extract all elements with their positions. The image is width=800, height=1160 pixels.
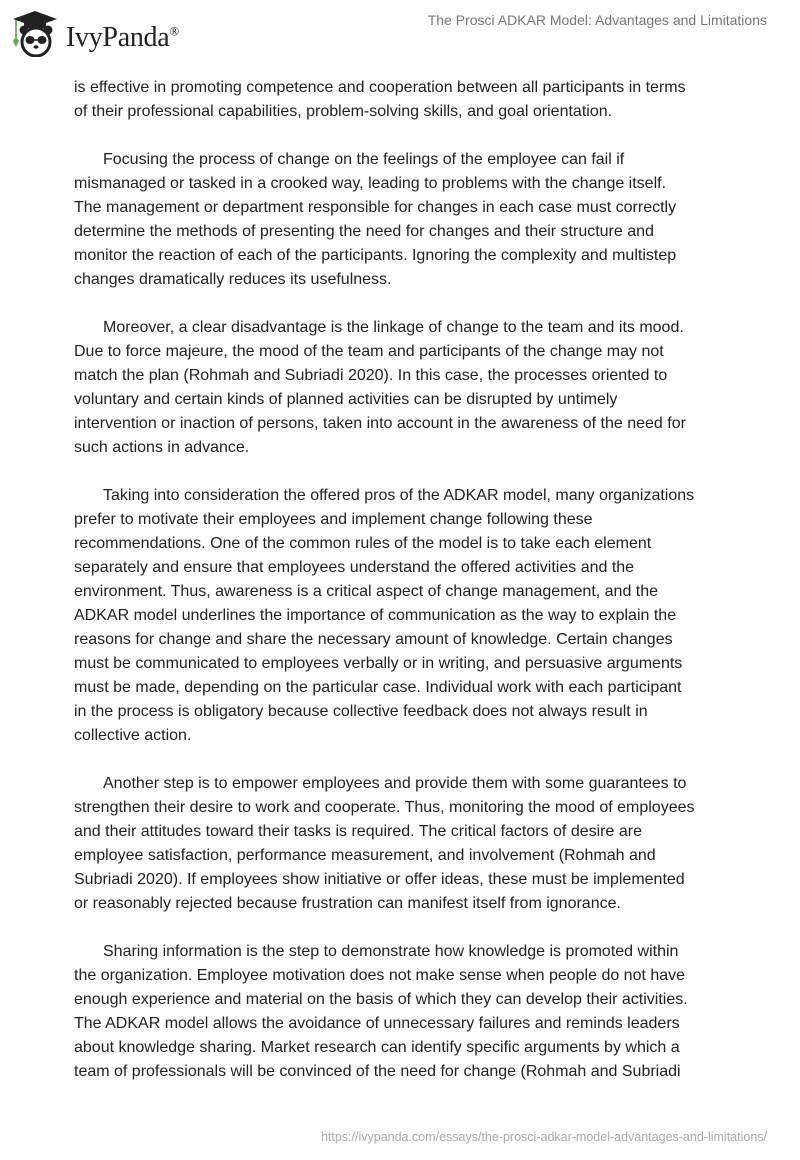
logo-text: IvyPanda bbox=[66, 22, 170, 53]
paragraph-line: separately and ensure that employees understand the offered activities and the bbox=[74, 559, 635, 576]
paragraph-line: environment. Thus, awareness is a critical aspect of change management, and the bbox=[74, 583, 659, 600]
paragraph bbox=[74, 484, 734, 748]
paragraph-line: determine the methods of presenting the need for changes and their structure and bbox=[74, 223, 654, 240]
paragraph-line: Due to force majeure, the mood of the team and participants of the change may not bbox=[74, 343, 664, 360]
paragraph-line: reasons for change and share the necessary amount of knowledge. Certain changes bbox=[74, 631, 673, 648]
paragraph-line: must be communicated to employees verbally or in writing, and persuasive arguments bbox=[74, 655, 683, 672]
paragraph-line: such actions in advance. bbox=[74, 439, 250, 456]
ivypanda-logo[interactable] bbox=[12, 9, 179, 57]
paragraph-line: and their attitudes toward their tasks is required. The critical factors of desire are bbox=[74, 823, 642, 840]
paragraph-line: about knowledge sharing. Market research can identify specific arguments by which a bbox=[74, 1039, 680, 1056]
paragraph bbox=[74, 772, 734, 916]
paragraph-line: mismanaged or tasked in a crooked way, leading to problems with the change itself. bbox=[74, 175, 667, 192]
essay-body bbox=[74, 76, 734, 1108]
paragraph bbox=[74, 940, 734, 1084]
paragraph-line: enough experience and material on the basis of which they can develop their activities. bbox=[74, 991, 688, 1008]
paragraph-line: strengthen their desire to work and cooperate. Thus, monitoring the mood of employees bbox=[74, 799, 695, 816]
paragraph-line: Subriadi 2020). If employees show initiative or offer ideas, these must be implemented bbox=[74, 871, 685, 888]
paragraph-line: of their professional capabilities, problem-solving skills, and goal orientation. bbox=[74, 103, 613, 120]
paragraph-line: voluntary and certain kinds of planned activities can be disrupted by untimely bbox=[74, 391, 618, 408]
paragraph bbox=[74, 76, 734, 124]
registered-mark: ® bbox=[169, 23, 179, 39]
paragraph-line: must be made, depending on the particular case. Individual work with each participant bbox=[74, 679, 682, 696]
paragraph-line: Taking into consideration the offered pros of the ADKAR model, many organizations bbox=[103, 487, 695, 504]
paragraph-line: the organization. Employee motivation does not make sense when people do not have bbox=[74, 967, 686, 984]
document-title: The Prosci ADKAR Model: Advantages and Limitations bbox=[427, 12, 767, 28]
paragraph-line: employee satisfaction, performance measurement, and involvement (Rohmah and bbox=[74, 847, 656, 864]
paragraph-line: Focusing the process of change on the feelings of the employee can fail if bbox=[103, 151, 625, 168]
paragraph-line: intervention or inaction of persons, taken into account in the awareness of the need for bbox=[74, 415, 686, 432]
paragraph-line: collective action. bbox=[74, 727, 192, 744]
panda-logo-icon bbox=[12, 9, 58, 57]
paragraph-line: Another step is to empower employees and provide them with some guarantees to bbox=[103, 775, 687, 792]
footer-url: https://ivypanda.com/essays/the-prosci-adkar-model-advantages-and-limitations/ bbox=[320, 1130, 767, 1144]
paragraph-line: recommendations. One of the common rules of the model is to take each element bbox=[74, 535, 652, 552]
paragraph-line: match the plan (Rohmah and Subriadi 2020). In this case, the processes oriented to bbox=[74, 367, 668, 384]
paragraph-line: prefer to motivate their employees and implement change following these bbox=[74, 511, 593, 528]
paragraph-line: changes dramatically reduces its usefulness. bbox=[74, 271, 392, 288]
paragraph-line: or reasonably rejected because frustration can manifest itself from ignorance. bbox=[74, 895, 621, 912]
paragraph-line: Sharing information is the step to demonstrate how knowledge is promoted within bbox=[103, 943, 679, 960]
paragraph-line: in the process is obligatory because collective feedback does not always result in bbox=[74, 703, 648, 720]
logo-wordmark bbox=[66, 22, 179, 54]
paragraph-line: The management or department responsible for changes in each case must correctly bbox=[74, 199, 677, 216]
paragraph-line: team of professionals will be convinced of the need for change (Rohmah and Subriadi bbox=[74, 1063, 681, 1080]
paragraph-line: The ADKAR model allows the avoidance of unnecessary failures and reminds leaders bbox=[74, 1015, 680, 1032]
paragraph bbox=[74, 316, 734, 460]
paragraph-line: is effective in promoting competence and cooperation between all participants in terms bbox=[74, 79, 686, 96]
paragraph bbox=[74, 148, 734, 292]
paragraph-line: ADKAR model underlines the importance of communication as the way to explain the bbox=[74, 607, 677, 624]
paragraph-line: Moreover, a clear disadvantage is the linkage of change to the team and its mood. bbox=[103, 319, 684, 336]
paragraph-line: monitor the reaction of each of the participants. Ignoring the complexity and multistep bbox=[74, 247, 677, 264]
